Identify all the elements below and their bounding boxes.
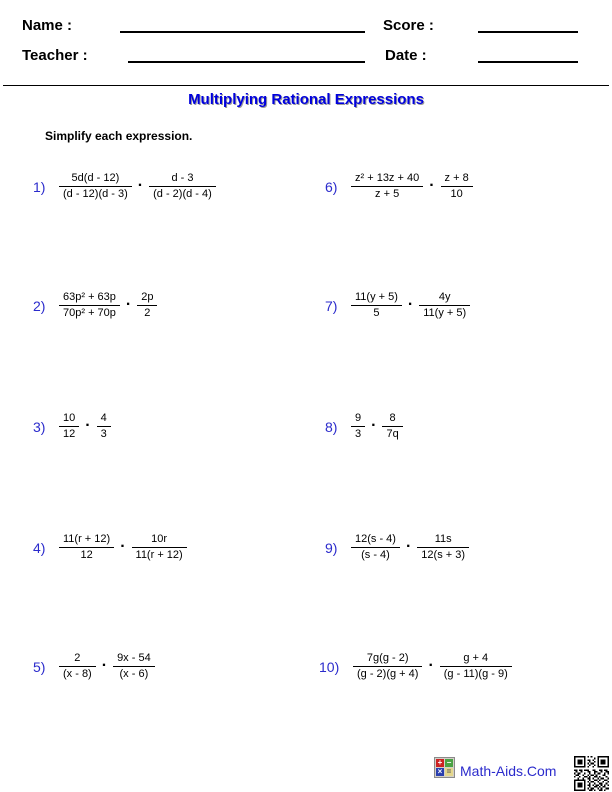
fraction xyxy=(351,533,400,563)
problem-4 xyxy=(33,526,187,570)
worksheet-title: Multiplying Rational Expressions xyxy=(188,91,424,108)
fraction xyxy=(59,412,79,442)
fraction xyxy=(59,291,120,321)
problem-number: 10) xyxy=(319,659,340,675)
expression xyxy=(59,291,157,321)
fraction-numerator: 63p² + 63p xyxy=(63,291,116,303)
fraction-denominator: (x - 6) xyxy=(119,668,149,680)
fraction xyxy=(59,533,114,563)
fraction-denominator: 7q xyxy=(386,428,399,440)
fraction-denominator: 2 xyxy=(144,307,151,319)
multiply-dot-icon: · xyxy=(101,657,108,674)
fraction-denominator: 12 xyxy=(80,549,93,561)
fraction-denominator: 70p² + 70p xyxy=(63,307,116,319)
minus-icon: − xyxy=(446,758,452,767)
fraction xyxy=(351,172,423,202)
multiply-dot-icon: · xyxy=(428,657,434,674)
multiply-dot-icon: · xyxy=(137,177,144,194)
fraction xyxy=(113,652,155,682)
expression xyxy=(59,412,111,442)
problem-number: 9) xyxy=(325,540,338,556)
fraction-numerator: d - 3 xyxy=(171,172,194,184)
fraction-denominator: (s - 4) xyxy=(361,549,390,561)
fraction xyxy=(59,172,132,202)
fraction-denominator: 3 xyxy=(100,428,107,440)
equals-icon: = xyxy=(446,767,452,776)
brand-link[interactable]: Math-Aids.Com xyxy=(460,763,557,779)
expression xyxy=(351,291,470,321)
multiply-dot-icon: · xyxy=(429,177,435,194)
fraction-numerator: 4y xyxy=(438,291,451,303)
multiply-dot-icon: · xyxy=(85,417,91,434)
fraction-numerator: 9 xyxy=(355,412,362,424)
fraction xyxy=(417,533,469,563)
fraction-numerator: 11(y + 5) xyxy=(355,291,398,303)
header-divider xyxy=(3,85,609,86)
date-label: Date : xyxy=(385,47,427,64)
problem-8 xyxy=(325,405,403,449)
teacher-line xyxy=(128,61,365,63)
problem-number: 5) xyxy=(33,659,46,675)
problem-7 xyxy=(325,284,470,328)
fraction-denominator: (g - 11)(g - 9) xyxy=(443,668,508,680)
fraction-numerator: 10 xyxy=(63,412,76,424)
fraction xyxy=(353,652,422,682)
plus-icon: + xyxy=(437,758,443,767)
fraction xyxy=(132,533,187,563)
fraction-numerator: 9x - 54 xyxy=(117,652,151,664)
fraction xyxy=(149,172,216,202)
expression xyxy=(59,172,216,202)
fraction-denominator: 12 xyxy=(63,428,76,440)
instruction-text: Simplify each expression. xyxy=(45,129,193,143)
teacher-label: Teacher : xyxy=(22,47,88,64)
problem-number: 4) xyxy=(33,540,46,556)
name-line xyxy=(120,31,365,33)
problem-number: 1) xyxy=(33,179,46,195)
fraction-denominator: (d - 12)(d - 3) xyxy=(63,188,128,200)
date-line xyxy=(478,61,578,63)
expression xyxy=(59,652,155,682)
fraction-denominator: (g - 2)(g + 4) xyxy=(357,668,419,680)
expression xyxy=(59,533,187,563)
multiply-dot-icon: · xyxy=(407,296,414,313)
multiply-dot-icon: · xyxy=(371,417,377,434)
fraction-numerator: z² + 13z + 40 xyxy=(355,172,420,184)
score-label: Score : xyxy=(383,17,434,34)
math-aids-logo-icon xyxy=(434,757,455,778)
multiply-dot-icon: · xyxy=(125,296,132,313)
fraction-denominator: z + 5 xyxy=(375,188,400,200)
name-label: Name : xyxy=(22,17,73,34)
fraction-numerator: 8 xyxy=(389,412,396,424)
fraction-numerator: z + 8 xyxy=(444,172,469,184)
problem-number: 3) xyxy=(33,419,46,435)
score-line xyxy=(478,31,578,33)
fraction xyxy=(97,412,111,442)
expression xyxy=(351,533,469,563)
qr-code xyxy=(573,756,610,791)
fraction-numerator: 5d(d - 12) xyxy=(71,172,120,184)
times-icon: × xyxy=(437,767,443,776)
fraction-numerator: 7g(g - 2) xyxy=(366,652,409,664)
fraction-numerator: g + 4 xyxy=(463,652,489,664)
fraction-denominator: 12(s + 3) xyxy=(421,549,466,561)
fraction-numerator: 4 xyxy=(100,412,107,424)
multiply-dot-icon: · xyxy=(120,538,126,555)
fraction xyxy=(137,291,157,321)
fraction xyxy=(441,172,473,202)
fraction-numerator: 10r xyxy=(151,533,168,545)
fraction-numerator: 2 xyxy=(74,652,81,664)
multiply-dot-icon: · xyxy=(405,538,412,555)
fraction xyxy=(382,412,402,442)
problem-10 xyxy=(319,645,512,689)
fraction-denominator: 11(r + 12) xyxy=(135,549,183,561)
problem-5 xyxy=(33,645,155,689)
problem-2 xyxy=(33,284,157,328)
problem-number: 7) xyxy=(325,298,338,314)
expression xyxy=(353,652,512,682)
fraction xyxy=(440,652,512,682)
fraction-denominator: (d - 2)(d - 4) xyxy=(153,188,212,200)
problem-6 xyxy=(325,165,473,209)
problem-3 xyxy=(33,405,111,449)
fraction-numerator: 11(r + 12) xyxy=(63,533,111,545)
problem-number: 2) xyxy=(33,298,46,314)
fraction xyxy=(351,291,402,321)
problem-number: 6) xyxy=(325,179,338,195)
fraction-numerator: 11s xyxy=(434,533,452,545)
problem-1 xyxy=(33,165,216,209)
expression xyxy=(351,172,473,202)
fraction-numerator: 2p xyxy=(141,291,154,303)
fraction xyxy=(419,291,470,321)
problem-9 xyxy=(325,526,469,570)
expression xyxy=(351,412,403,442)
fraction-numerator: 12(s - 4) xyxy=(355,533,396,545)
fraction xyxy=(351,412,365,442)
fraction-denominator: 3 xyxy=(355,428,362,440)
fraction-denominator: 5 xyxy=(373,307,380,319)
fraction-denominator: (x - 8) xyxy=(63,668,92,680)
fraction-denominator: 10 xyxy=(450,188,463,200)
problem-number: 8) xyxy=(325,419,338,435)
fraction-denominator: 11(y + 5) xyxy=(423,307,467,319)
fraction xyxy=(59,652,96,682)
